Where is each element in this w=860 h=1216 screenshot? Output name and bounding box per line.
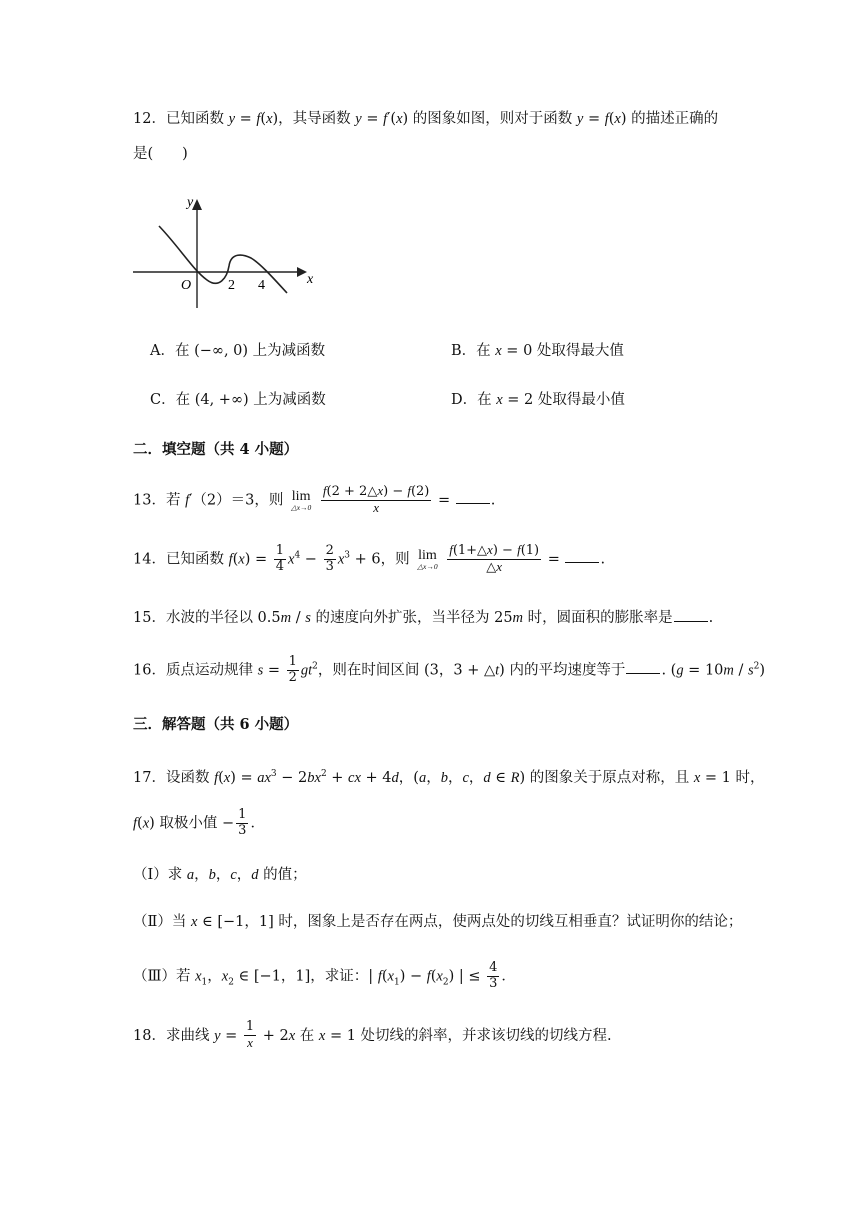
q13: 13．若 f′（2）＝3，则 lim △x→0 $\frac{f(2 + 2\triangle x) - f(2)}{x}$ = . — [133, 483, 496, 515]
q17-line1: 17．设函数 $f(x) = ax^3 - 2bx^2$ + cx + 4d，(a，b，c，d ∈ R) 的图象关于原点对称，且 x = 1 时， — [133, 769, 765, 786]
option-a: A．在 (−∞, 0) 上为减函数 — [150, 343, 326, 359]
q17-part2: （Ⅱ）当 x ∈ [−1，1] 时，图象上是否存在两点，使两点处的切线互相垂直？试证明你的结论； — [133, 914, 743, 930]
option-c: C．在 (4, +∞) 上为减函数 — [150, 392, 326, 408]
origin-label: O — [181, 278, 192, 293]
q14: 14．已知函数 f(x) = $\frac{1}{4}$ $x^4$ − $\frac{2}{3}$ $x^3 + 6$，则 lim △x→0 $\frac{f(1+\triangle x) - f(1)}{\triangle x}$ = . — [133, 542, 606, 575]
x-axis-label: x — [307, 272, 314, 287]
q17-line2: f(x) 取极小值 − $\frac{1}{3}$ ． — [133, 807, 265, 838]
q12-line1: 12．已知函数 y = f(x)，其导函数 y = f′(x) 的图象如图，则对于函数 y = f(x) 的描述正确的 — [133, 111, 719, 127]
q18: 18．求曲线 y = $\frac{1}{x}$ + 2x 在 x = 1 处切线的斜率，并求该切线的切线方程. — [133, 1019, 612, 1050]
tick-label-2: 2 — [228, 278, 235, 293]
q12-line2: 是( ) — [133, 146, 188, 162]
q15: 15．水波的半径以 0.5m / s 的速度向外扩张，当半径为 25m 时，圆面积的膨胀率是 . — [133, 610, 714, 626]
q17-part3: （Ⅲ）若 $x_1$，$x_2$ ∈ [−1，1]，求证：| $f(x_1) - f(x_2)$ | ≤ $\frac{4}{3}$ ． — [133, 960, 516, 991]
derivative-graph — [125, 190, 325, 315]
section-heading-fill-in: 二．填空题（共 4 小题） — [133, 441, 299, 458]
option-b: B．在 x = 0 处取得最大值 — [451, 343, 624, 359]
tick-label-4: 4 — [258, 278, 265, 293]
option-d: D．在 x = 2 处取得最小值 — [451, 392, 625, 408]
section-heading-solve: 三．解答题（共 6 小题） — [133, 716, 299, 733]
q17-part1: （Ⅰ）求 a，b，c，d 的值； — [133, 867, 307, 883]
q16: 16．质点运动规律 s = $\frac{1}{2}$ $gt^2$，则在时间区间 (3，3 + △t) 内的平均速度等于 . $(g = 10m / s^2)$ — [133, 654, 766, 685]
y-axis-label: y — [187, 195, 194, 210]
